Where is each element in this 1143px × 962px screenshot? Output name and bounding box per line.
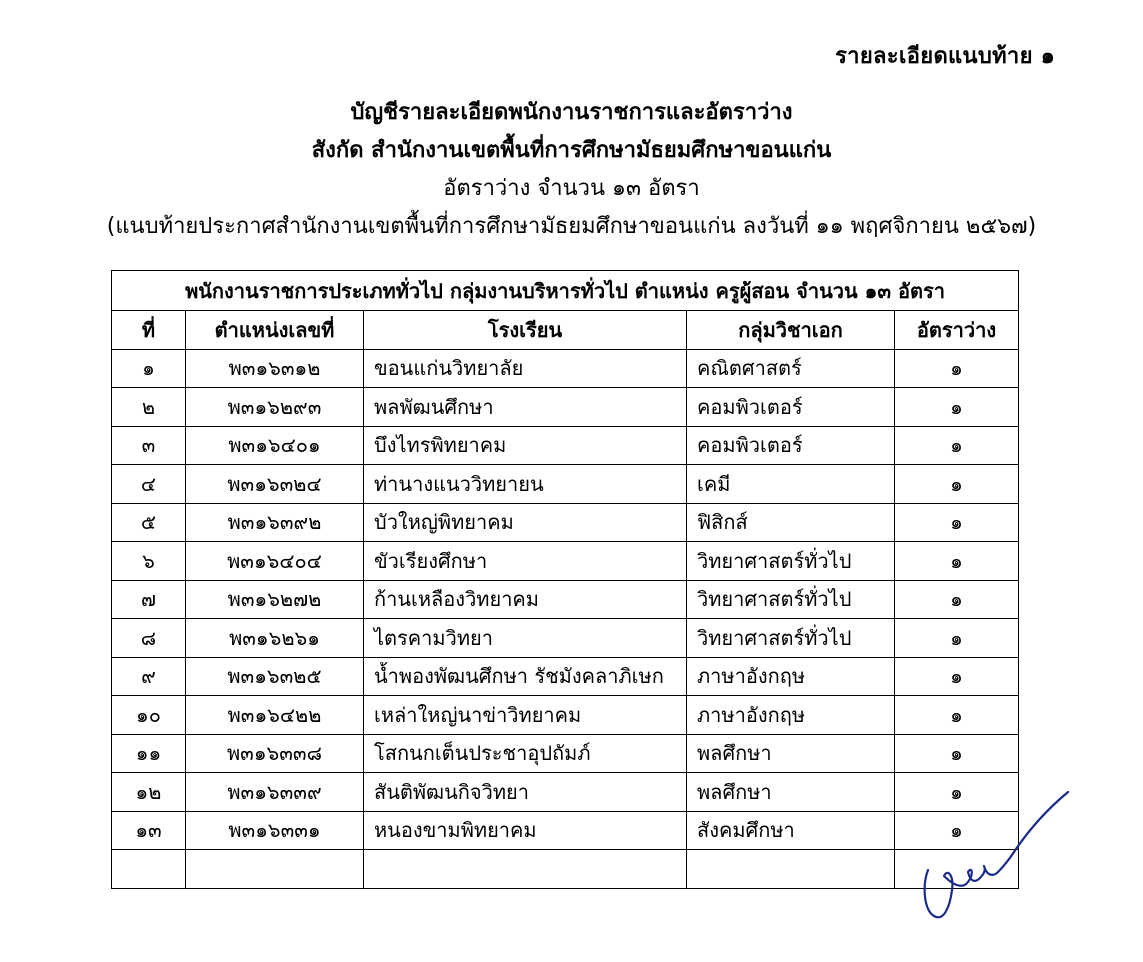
cell-subject: ภาษาอังกฤษ (687, 696, 895, 735)
cell-position-no: พ๓๑๖๔๐๔ (186, 542, 364, 581)
cell-position-no: พ๓๑๖๒๗๒ (186, 580, 364, 619)
signature-image (922, 786, 1072, 926)
table-caption: พนักงานราชการประเภททั่วไป กลุ่มงานบริหารทั่วไป ตำแหน่ง ครูผู้สอน จำนวน ๑๓ อัตรา (112, 271, 1019, 311)
cell-school: ไตรคามวิทยา (364, 619, 687, 658)
table-row (112, 426, 1019, 465)
cell-subject: พลศึกษา (687, 773, 895, 812)
cell-position-no: พ๓๑๖๓๓๘ (186, 734, 364, 773)
table-row (112, 542, 1019, 581)
table-row (112, 388, 1019, 427)
cell-subject: พลศึกษา (687, 734, 895, 773)
cell-vacancy: ๑ (895, 426, 1019, 465)
cell-subject: วิทยาศาสตร์ทั่วไป (687, 619, 895, 658)
cell-vacancy: ๑ (895, 773, 1019, 812)
cell-school: เหล่าใหญ่นาข่าวิทยาคม (364, 696, 687, 735)
table-row (112, 349, 1019, 388)
cell-position-no: พ๓๑๖๓๒๕ (186, 657, 364, 696)
cell-school: ก้านเหลืองวิทยาคม (364, 580, 687, 619)
cell-subject: คณิตศาสตร์ (687, 349, 895, 388)
table-row-empty (112, 850, 1019, 889)
cell-vacancy: ๑ (895, 619, 1019, 658)
cell-vacancy: ๑ (895, 465, 1019, 504)
cell-school: บัวใหญ่พิทยาคม (364, 503, 687, 542)
table-row (112, 811, 1019, 850)
cell-school: สันติพัฒนกิจวิทยา (364, 773, 687, 812)
cell-school: น้ำพองพัฒนศึกษา รัชมังคลาภิเษก (364, 657, 687, 696)
empty-cell (687, 850, 895, 889)
cell-subject: เคมี (687, 465, 895, 504)
cell-no: ๓ (112, 426, 186, 465)
table-row (112, 580, 1019, 619)
table-row (112, 696, 1019, 735)
cell-school: ขัวเรียงศึกษา (364, 542, 687, 581)
empty-cell (186, 850, 364, 889)
cell-subject: ฟิสิกส์ (687, 503, 895, 542)
cell-no: ๒ (112, 388, 186, 427)
title-line-1: บัญชีรายละเอียดพนักงานราชการและอัตราว่าง (350, 100, 793, 125)
cell-school: ท่านางแนววิทยายน (364, 465, 687, 504)
cell-school: โสกนกเต็นประชาอุปถัมภ์ (364, 734, 687, 773)
document-titles (0, 94, 1143, 246)
table-row (112, 657, 1019, 696)
header-school: โรงเรียน (364, 311, 687, 350)
attachment-label: รายละเอียดแนบท้าย ๑ (835, 44, 1055, 69)
cell-subject: คอมพิวเตอร์ (687, 388, 895, 427)
cell-vacancy: ๑ (895, 734, 1019, 773)
cell-no: ๖ (112, 542, 186, 581)
cell-no: ๑๑ (112, 734, 186, 773)
cell-position-no: พ๓๑๖๓๙๒ (186, 503, 364, 542)
cell-school: หนองขามพิทยาคม (364, 811, 687, 850)
cell-vacancy: ๑ (895, 503, 1019, 542)
cell-no: ๔ (112, 465, 186, 504)
title-line-3: อัตราว่าง จำนวน ๑๓ อัตรา (443, 176, 700, 201)
table-header-row (112, 311, 1019, 350)
cell-no: ๑๐ (112, 696, 186, 735)
cell-vacancy: ๑ (895, 811, 1019, 850)
cell-subject: วิทยาศาสตร์ทั่วไป (687, 542, 895, 581)
cell-vacancy: ๑ (895, 696, 1019, 735)
title-line-4: (แนบท้ายประกาศสำนักงานเขตพื้นที่การศึกษามัธยมศึกษาขอนแก่น ลงวันที่ ๑๑ พฤศจิกายน ๒๕๖๗) (106, 214, 1037, 239)
cell-position-no: พ๓๑๖๒๙๓ (186, 388, 364, 427)
cell-subject: วิทยาศาสตร์ทั่วไป (687, 580, 895, 619)
cell-position-no: พ๓๑๖๓๓๑ (186, 811, 364, 850)
cell-position-no: พ๓๑๖๔๐๑ (186, 426, 364, 465)
cell-no: ๑๒ (112, 773, 186, 812)
cell-position-no: พ๓๑๖๒๖๑ (186, 619, 364, 658)
table-row (112, 734, 1019, 773)
cell-position-no: พ๓๑๖๔๒๒ (186, 696, 364, 735)
table-row (112, 619, 1019, 658)
cell-subject: ภาษาอังกฤษ (687, 657, 895, 696)
vacancy-table (111, 270, 1019, 889)
table-row (112, 503, 1019, 542)
table-row (112, 465, 1019, 504)
cell-vacancy: ๑ (895, 388, 1019, 427)
cell-position-no: พ๓๑๖๓๒๔ (186, 465, 364, 504)
title-line-2: สังกัด สำนักงานเขตพื้นที่การศึกษามัธยมศึกษาขอนแก่น (311, 138, 832, 163)
cell-subject: สังคมศึกษา (687, 811, 895, 850)
cell-school: บึงไทรพิทยาคม (364, 426, 687, 465)
empty-cell (112, 850, 186, 889)
cell-position-no: พ๓๑๖๓๑๒ (186, 349, 364, 388)
cell-no: ๑ (112, 349, 186, 388)
cell-subject: คอมพิวเตอร์ (687, 426, 895, 465)
header-no: ที่ (112, 311, 186, 350)
empty-cell (364, 850, 687, 889)
cell-school: ขอนแก่นวิทยาลัย (364, 349, 687, 388)
header-subject: กลุ่มวิชาเอก (687, 311, 895, 350)
cell-vacancy: ๑ (895, 542, 1019, 581)
cell-no: ๙ (112, 657, 186, 696)
cell-position-no: พ๓๑๖๓๓๙ (186, 773, 364, 812)
cell-vacancy: ๑ (895, 580, 1019, 619)
cell-no: ๘ (112, 619, 186, 658)
header-vacancy: อัตราว่าง (895, 311, 1019, 350)
cell-no: ๑๓ (112, 811, 186, 850)
cell-no: ๕ (112, 503, 186, 542)
table-body (112, 349, 1019, 888)
cell-school: พลพัฒนศึกษา (364, 388, 687, 427)
cell-no: ๗ (112, 580, 186, 619)
cell-vacancy: ๑ (895, 657, 1019, 696)
table-row (112, 773, 1019, 812)
header-position-no: ตำแหน่งเลขที่ (186, 311, 364, 350)
cell-vacancy: ๑ (895, 349, 1019, 388)
